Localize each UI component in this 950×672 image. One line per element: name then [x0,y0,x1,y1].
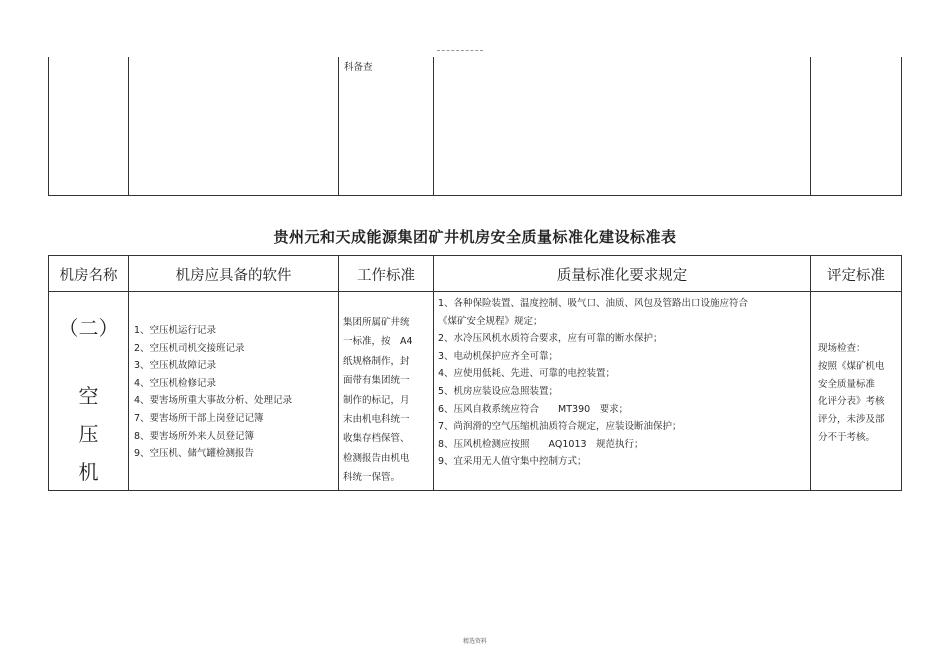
quality-requirements-text [438,295,748,471]
room-name-char-3: 机 [78,460,99,484]
quality-line: 5、机房应装设应急照装置； [438,385,559,397]
header-evaluation: 评定标准 [827,267,885,284]
software-item: 7、要害场所干部上岗登记记簿 [134,412,264,424]
room-name-char-2: 压 [78,422,99,446]
header-quality-requirements: 质量标准化要求规定 [556,267,688,284]
evaluation-line: 现场检查： [818,343,866,354]
top-table-divider-3 [433,57,434,196]
software-item: 3、空压机故障记录 [134,360,217,372]
evaluation-line: 按照《煤矿机电 [818,360,885,372]
room-name-char-1: 空 [78,384,99,408]
top-table-divider-1 [128,57,129,196]
top-table-border-bottom [48,195,902,196]
work-standard-line: 科统一保管。 [343,472,401,484]
header-dash-line [437,50,483,51]
top-table-border-left [48,57,49,196]
quality-line: 8、压风机检测应按照 AQ1013 规范执行； [438,438,644,450]
work-standard-text [343,313,413,488]
quality-line: 1、各种保险装置、温度控制、吸气口、油质、风包及管路出口设施应符合 [438,298,749,309]
work-standard-line: 制作的标记，月 [343,394,410,406]
quality-line: 7、尚润滑的空气压缩机油质符合规定，应装设断油保护； [438,421,682,433]
work-standard-line: 收集存档保管、 [343,433,410,445]
work-standard-line: 面带有集团统一 [343,375,410,387]
table-border-right [901,255,902,491]
evaluation-line: 分不于考核。 [818,431,876,443]
top-table-cell-text: 科备查 [344,62,373,73]
room-name-prefix: （二） [58,316,119,340]
software-item: 8、要害场所外来人员登记簿 [134,430,255,442]
header-room-name: 机房名称 [59,267,118,284]
quality-line: 《煤矿安全规程》规定； [438,315,543,327]
evaluation-line: 评分，未涉及部 [818,414,885,426]
work-standard-line: 一标准，按 A4 [343,336,413,348]
evaluation-line: 安全质量标准 [818,378,876,390]
document-title: 贵州元和天成能源集团矿井机房安全质量标准化建设标准表 [273,228,677,246]
software-item: 2、空压机司机交接班记录 [134,342,245,354]
header-work-standard: 工作标准 [357,267,415,284]
page-footer: 精选资料 [462,638,487,645]
software-item: 4、要害场所重大事故分析、处理记录 [134,395,293,407]
work-standard-line: 末由机电科统一 [343,414,410,426]
quality-line: 6、压风自救系统应符合 MT390 要求； [438,403,629,415]
table-border-bottom [48,490,902,491]
top-table-divider-2 [338,57,339,196]
work-standard-line: 集团所属矿井统 [343,317,410,328]
quality-line: 2、水冷压风机水质符合要求，应有可靠的断水保护； [438,333,663,345]
quality-line: 9、宜采用无人值守集中控制方式； [438,456,587,468]
quality-line: 4、应使用低耗、先进、可靠的电控装置； [438,368,616,380]
top-table-border-right [901,57,902,196]
header-software: 机房应具备的软件 [175,267,292,284]
software-item: 9、空压机、储气罐检测报告 [134,448,255,460]
work-standard-line: 纸规格制作，封 [343,355,410,367]
software-item: 4、空压机检修记录 [134,377,217,389]
evaluation-line: 化评分表》考核 [818,396,885,408]
software-list [134,322,292,463]
quality-line: 3、电动机保护应齐全可靠； [438,350,559,362]
top-table-divider-4 [810,57,811,196]
software-item: 1、空压机运行记录 [134,325,217,336]
evaluation-text [818,340,885,447]
work-standard-line: 检测报告由机电 [343,452,410,464]
